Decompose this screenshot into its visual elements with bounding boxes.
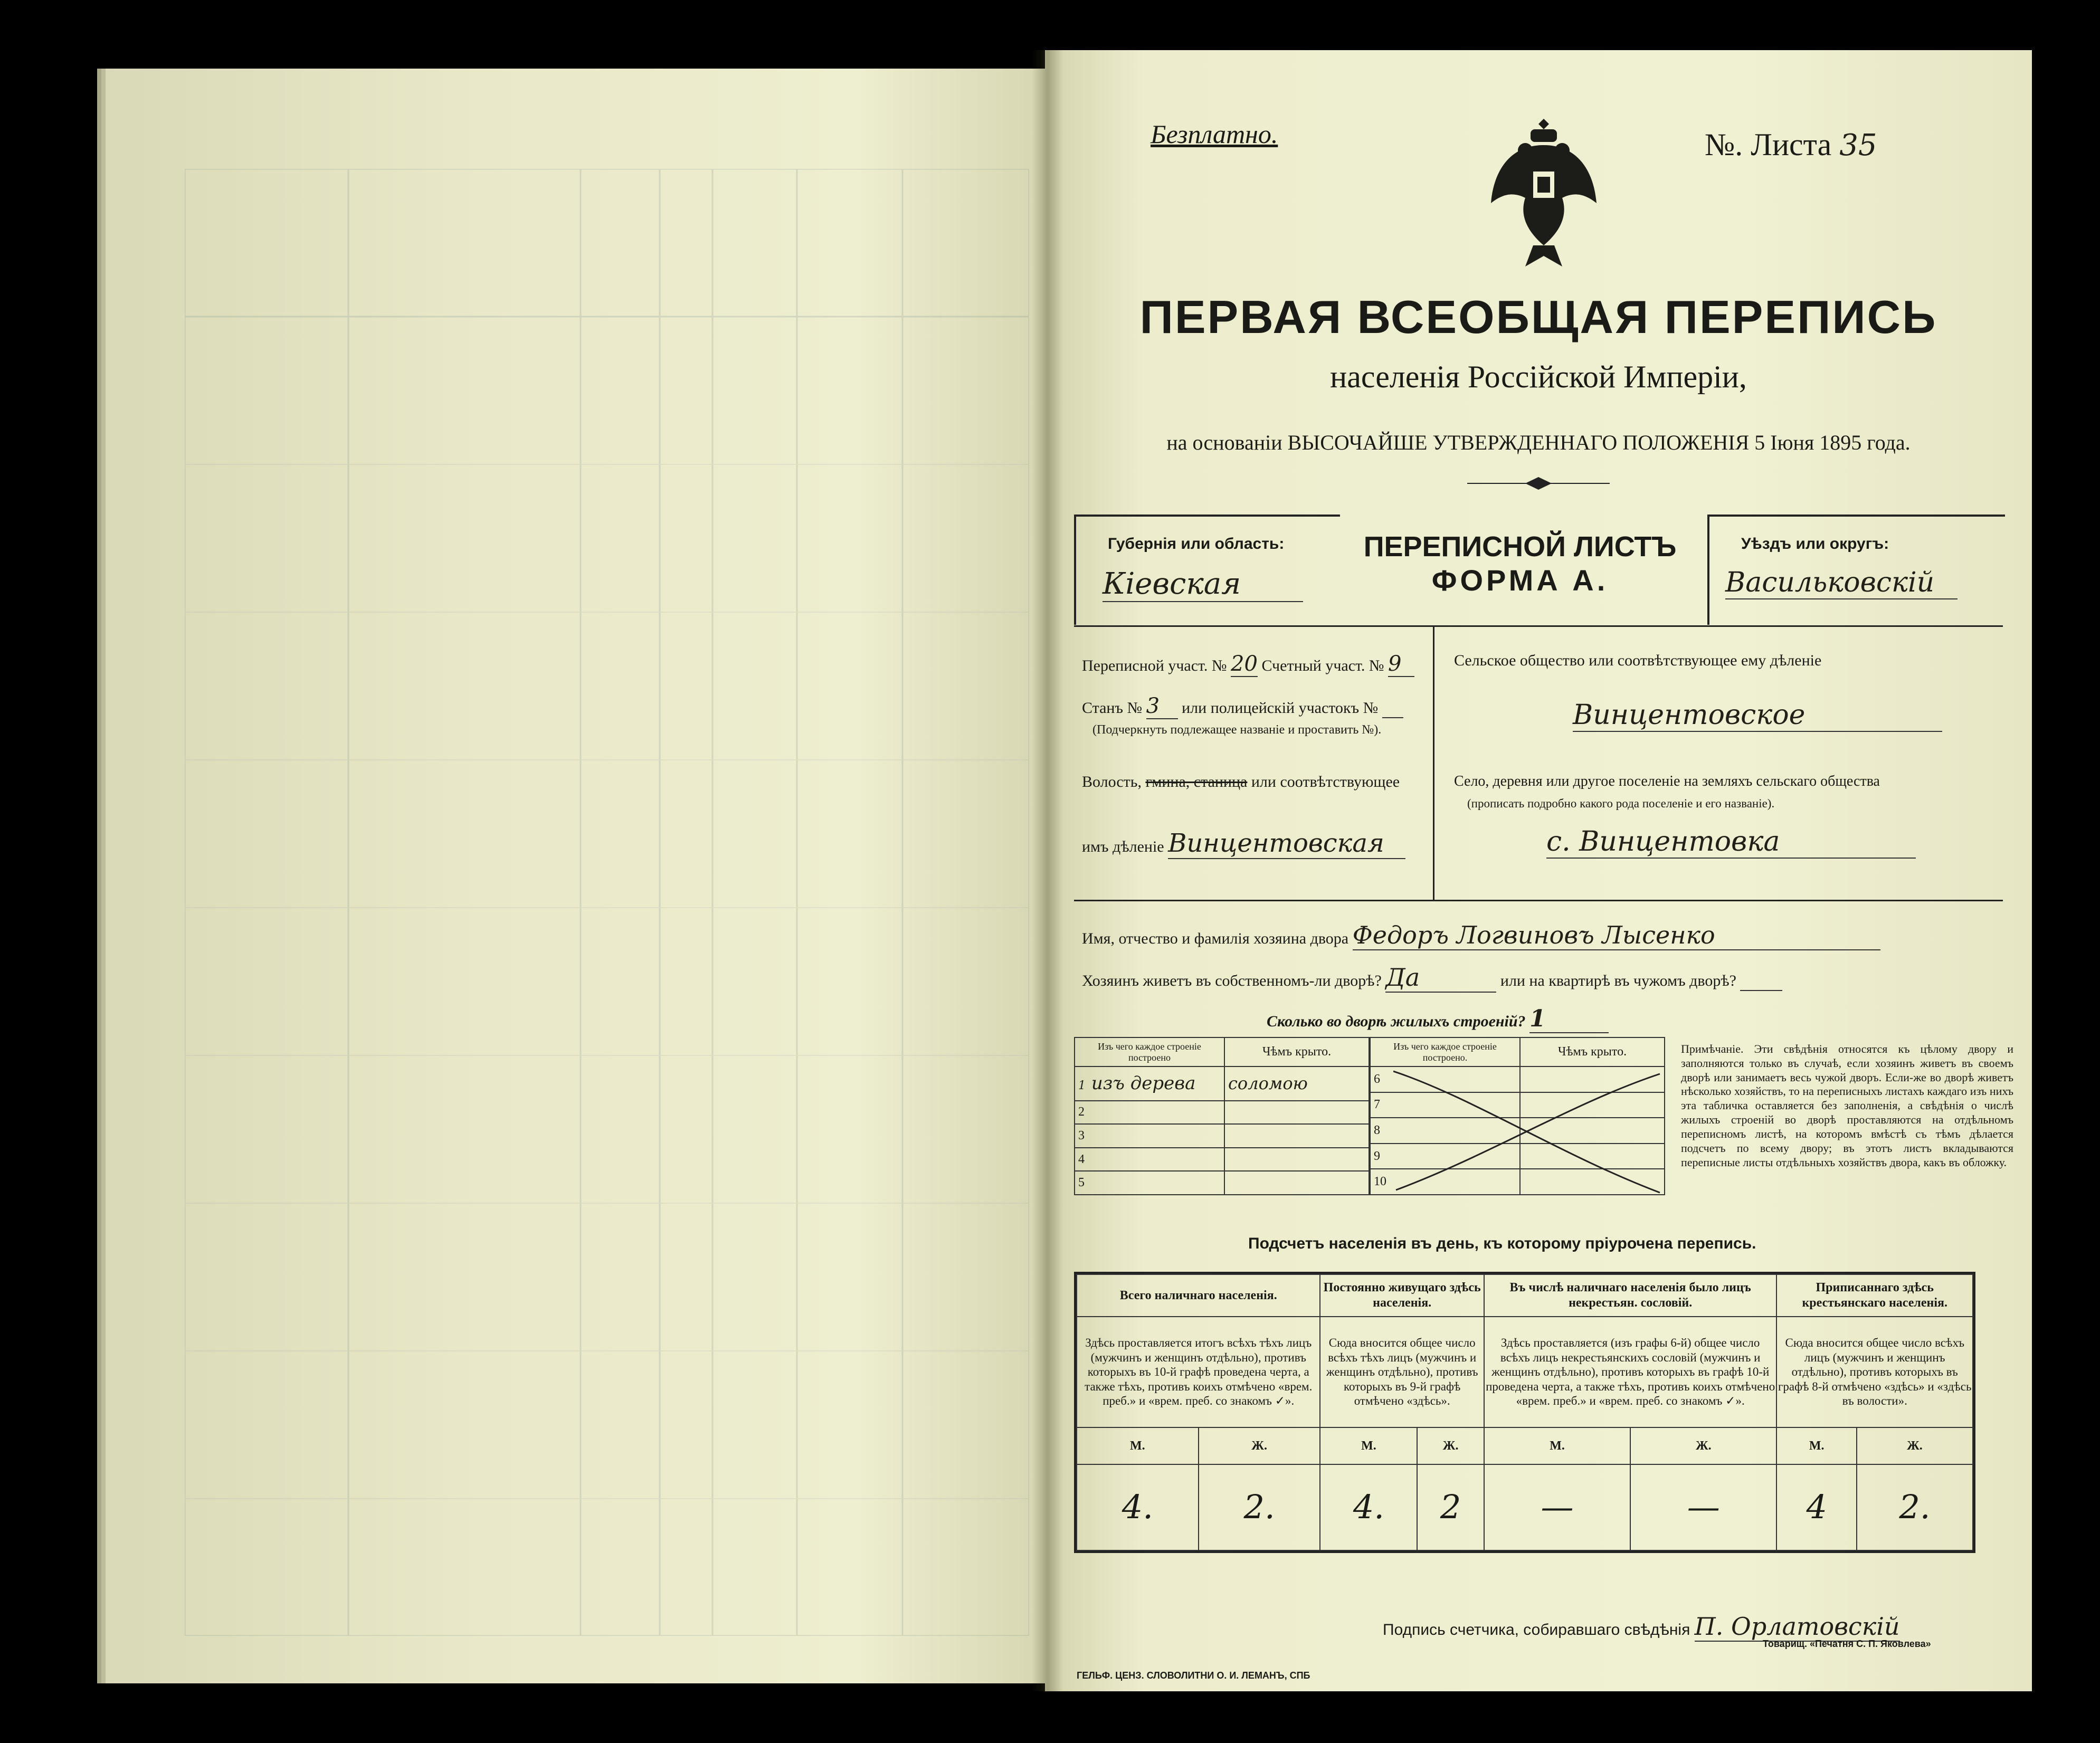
buildings-label: Сколько во дворѣ жилыхъ строеній?: [1267, 1013, 1526, 1030]
census-form-page: [1045, 50, 2032, 1691]
count-value: 2: [1417, 1464, 1484, 1550]
group-header: Въ числѣ наличнаго населенія было лицъ некрестьян. сословій.: [1484, 1274, 1777, 1317]
row-num: 6: [1370, 1066, 1520, 1092]
imperial-eagle-icon: [1488, 113, 1599, 272]
owner-rent-label: или на квартирѣ въ чужомъ дворѣ?: [1500, 972, 1736, 989]
buildings-value: 1: [1529, 1005, 1609, 1033]
top-divider: [1074, 625, 2003, 627]
book-gutter: [1032, 50, 1063, 1691]
form-title: ПЕРЕПИСНОЙ ЛИСТЪ: [1363, 531, 1677, 563]
count-value: —: [1630, 1464, 1776, 1550]
divider-ornament: [1467, 475, 1610, 491]
count-value: 2.: [1199, 1464, 1320, 1550]
group-header: Постоянно живущаго здѣсь населенія.: [1320, 1274, 1484, 1317]
lower-divider: [1074, 900, 2003, 901]
owner-own-row: [1082, 963, 1782, 993]
underline-note: (Подчеркнуть подлежащее названіе и проставить №).: [1092, 723, 1382, 737]
uezd-value: Васильковскій: [1725, 567, 1958, 599]
printer-left: ГЕЛЬФ. ЦЕНЗ. СЛОВОЛИТНИ О. И. ЛЕМАНЪ, СПБ: [1077, 1670, 1310, 1681]
sheet-number-value: 35: [1839, 128, 1877, 163]
volost-value-row: [1082, 828, 1405, 859]
free-label: Безплатно.: [1151, 119, 1278, 149]
roof-cell: [1224, 1101, 1369, 1125]
faded-grid: [185, 169, 1029, 1636]
m-label: М.: [1320, 1427, 1417, 1464]
table-row: [1075, 1124, 1369, 1148]
col-roof-header: Чѣмъ крыто.: [1224, 1037, 1369, 1066]
group-header: Всего наличнаго населенія.: [1077, 1274, 1320, 1317]
census-title: ПЕРВАЯ ВСЕОБЩАЯ ПЕРЕПИСЬ: [1139, 291, 1937, 343]
group-header: Приписаннаго здѣсь крестьянскаго населенія.: [1776, 1274, 1973, 1317]
row-num: 1: [1078, 1079, 1086, 1093]
signature-row: [1383, 1612, 1900, 1642]
row-num: 10: [1370, 1169, 1520, 1195]
stan-row: [1082, 694, 1403, 719]
uezd-box: [1707, 515, 2005, 625]
buildings-table-left: [1074, 1037, 1370, 1195]
m-label: М.: [1484, 1427, 1630, 1464]
row-num: 8: [1370, 1118, 1520, 1144]
count-title: Подсчетъ населенія въ день, къ которому пріурочена перепись.: [1248, 1235, 1756, 1252]
count-value: —: [1484, 1464, 1630, 1550]
roof-cell: [1224, 1171, 1369, 1195]
left-page: [106, 69, 1045, 1683]
material-value: изъ дерева: [1091, 1073, 1196, 1094]
signature-label: Подпись счетчика, собиравшаго свѣдѣнія: [1383, 1621, 1690, 1639]
owner-own-value: Да: [1385, 963, 1496, 993]
col-material-header: Изъ чего каждое строеніе построено: [1075, 1037, 1224, 1066]
owner-own-label: Хозяинъ живетъ въ собственномъ-ли дворѣ?: [1082, 972, 1382, 989]
row-num: 9: [1370, 1144, 1520, 1169]
census-subtitle: населенія Россійской Имперіи,: [1330, 359, 1747, 394]
roof-cell: [1224, 1148, 1369, 1171]
row-num: 5: [1075, 1171, 1224, 1195]
stan-label: Станъ №: [1082, 699, 1143, 717]
census-district-label: Переписной участ. №: [1082, 657, 1227, 674]
population-count-table: [1074, 1272, 1975, 1553]
row-num: 3: [1075, 1124, 1224, 1148]
gubernia-value: Кіевская: [1103, 567, 1303, 602]
owner-rent-value: [1740, 972, 1782, 991]
uezd-label: Уѣздъ или округъ:: [1741, 535, 1889, 553]
row-num: 4: [1075, 1148, 1224, 1171]
sheet-label: №. Листа: [1705, 127, 1832, 162]
zh-label: Ж.: [1857, 1427, 1973, 1464]
count-value: 2.: [1857, 1464, 1973, 1550]
gmina-struck: гмина, станица: [1145, 773, 1248, 790]
table-row: [1075, 1066, 1369, 1101]
group-desc: Здѣсь проставляется (изъ графы 6-й) общее число всѣхъ лицъ некрестьянскихъ сословій (мужчинъ и женщинъ отдѣльно), противъ которыхъ въ графѣ 10-й проведена черта, а также тѣхъ, противъ коихъ отмѣчено «врем. преб.» и «врем. преб. со знакомъ ✓».: [1484, 1317, 1777, 1427]
zh-label: Ж.: [1199, 1427, 1320, 1464]
middle-vertical-divider: [1433, 625, 1434, 900]
signature-value: П. Орлатовскій: [1694, 1612, 1900, 1641]
col-roof-header-2: Чѣмъ крыто.: [1520, 1037, 1665, 1066]
roof-cell: [1224, 1124, 1369, 1148]
buildings-row: [1267, 1005, 1609, 1033]
census-book: [106, 50, 2032, 1697]
table-row: [1075, 1148, 1369, 1171]
police-label: или полицейскій участокъ №: [1182, 699, 1379, 717]
table-row: [1075, 1101, 1369, 1125]
count-district-label: Счетный участ. №: [1261, 657, 1384, 674]
society-value: Винцентовское: [1573, 699, 1942, 732]
building-note: Примѣчаніе. Эти свѣдѣнія относятся къ цѣлому двору и заполняются только въ случаѣ, если хозяинъ живетъ въ своемъ дворѣ или занимаетъ весь чужой дворъ. Если-же во дворѣ живетъ нѣсколько хозяйствъ, то на переписныхъ листахъ каждаго изъ нихъ эта табличка оставляется без заполненія, а свѣдѣнія о числѣ жилыхъ строеній во дворѣ проставляются на отдѣльномъ переписномъ листѣ, на которомъ вмѣстѣ съ тѣмъ дѣлается подсчетъ по всему двору; въ этотъ листъ вкладываются переписные листы отдѣльныхъ хозяйствъ двора, какъ въ обложку.: [1681, 1042, 2013, 1169]
material-cell: [1075, 1066, 1224, 1101]
legal-basis: на основаніи ВЫСОЧАЙШЕ УТВЕРЖДЕННАГО ПОЛОЖЕНІЯ 5 Іюня 1895 года.: [1166, 431, 1911, 454]
owner-name-label: Имя, отчество и фамилія хозяина двора: [1082, 930, 1349, 947]
volost-value: Винцентовская: [1168, 828, 1405, 859]
police-value: [1382, 699, 1403, 718]
gubernia-box: [1074, 515, 1340, 625]
owner-name-value: Федоръ Логвиновъ Лысенко: [1353, 921, 1880, 950]
volost-row: [1082, 773, 1400, 791]
volost-label2: имъ дѣленіе: [1082, 838, 1164, 855]
society-label: Сельское общество или соотвѣтствующее ему дѣленіе: [1454, 652, 1822, 669]
group-desc: Сюда вносится общее число всѣхъ тѣхъ лицъ (мужчинъ и женщинъ отдѣльно), противъ которыхъ въ 9-й графѣ отмѣчено «здѣсь».: [1320, 1317, 1484, 1427]
row-num: 7: [1370, 1092, 1520, 1118]
count-value: 4.: [1077, 1464, 1199, 1550]
roof-cell: соломою: [1224, 1066, 1369, 1101]
form-box: [1356, 520, 1684, 620]
village-note: (прописать подробно какого рода поселеніе и его названіе).: [1467, 797, 1775, 810]
volost-label: Волость,: [1082, 773, 1142, 790]
zh-label: Ж.: [1630, 1427, 1776, 1464]
group-desc: Здѣсь проставляется итогъ всѣхъ тѣхъ лицъ (мужчинъ и женщинъ отдѣльно), противъ которыхъ въ 10-й графѣ проведена черта, а также тѣхъ, противъ коихъ отмѣчено «врем. преб.» и «врем. преб. со знакомъ ✓».: [1077, 1317, 1320, 1427]
count-district-value: 9: [1388, 652, 1414, 677]
table-row: [1075, 1171, 1369, 1195]
zh-label: Ж.: [1417, 1427, 1484, 1464]
col-material-header-2: Изъ чего каждое строеніе построено.: [1370, 1037, 1520, 1066]
m-label: М.: [1077, 1427, 1199, 1464]
district-row: [1082, 652, 1414, 677]
village-label: Село, деревня или другое поселеніе на земляхъ сельскаго общества: [1454, 773, 1880, 789]
census-district-value: 20: [1231, 652, 1258, 676]
crossed-out-mark: [1393, 1066, 1662, 1195]
printer-right: Товарищ. «Печатня С. П. Яковлева»: [1763, 1639, 1931, 1649]
count-value: 4.: [1320, 1464, 1417, 1550]
sheet-number: [1705, 127, 1877, 163]
row-num: 2: [1075, 1101, 1224, 1125]
volost-rest: или соотвѣтствующее: [1251, 773, 1400, 790]
count-value: 4: [1776, 1464, 1856, 1550]
m-label: М.: [1776, 1427, 1856, 1464]
owner-name-row: [1082, 921, 1880, 950]
gubernia-label: Губернія или область:: [1108, 535, 1285, 553]
group-desc: Сюда вносится общее число всѣхъ лицъ (мужчинъ и женщинъ отдѣльно), противъ которыхъ въ графѣ 8-й отмѣчено «здѣсь» и «здѣсь въ волости».: [1776, 1317, 1973, 1427]
village-value: с. Винцентовка: [1546, 826, 1916, 859]
stan-value: 3: [1146, 694, 1178, 719]
form-letter: ФОРМА А.: [1431, 564, 1609, 597]
